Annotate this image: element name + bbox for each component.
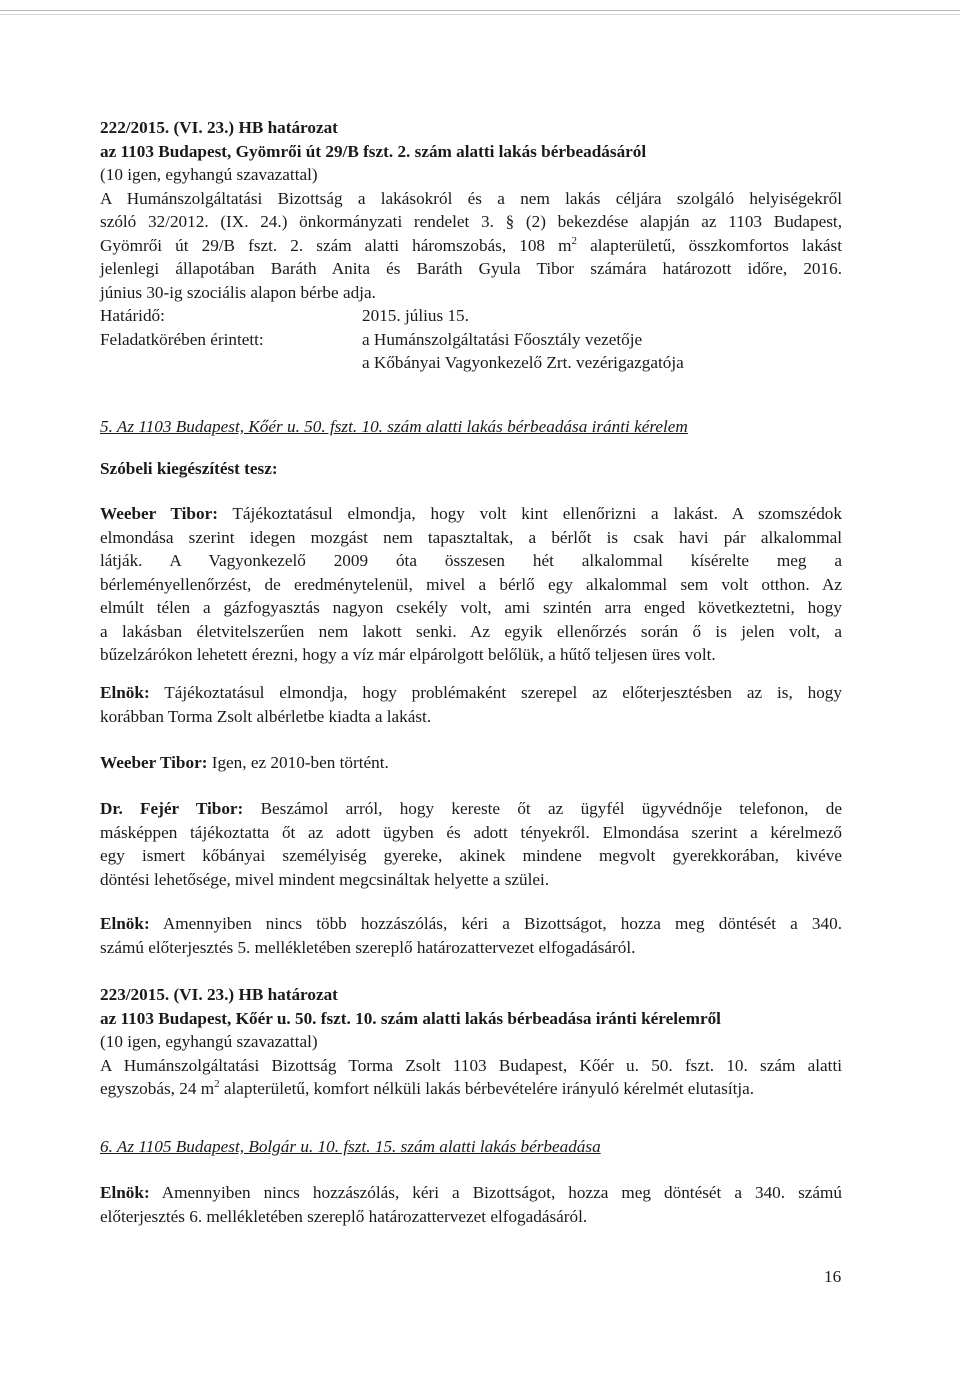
responsible-value-1: a Humánszolgáltatási Főosztály vezetője — [362, 329, 643, 349]
speaker-name: Elnök: — [100, 683, 150, 702]
body-text: alapterületű, komfort nélküli lakás bérbevételére irányuló kérelmét elutasítja. — [219, 1079, 755, 1098]
statement-line: elmúlt télen a gázfogyasztás nagyon csekély volt, ami szintén arra enged következtetni, hogy — [100, 598, 842, 617]
resolution-222-subject: az 1103 Budapest, Gyömrői út 29/B fszt. 2. szám alatti lakás bérbeadásáról — [100, 141, 647, 161]
statement-line — [100, 751, 842, 775]
responsible-row-2 — [100, 351, 842, 375]
page-number: 16 — [824, 1267, 842, 1286]
statement-chair-1 — [100, 681, 842, 728]
body-text: alapterületű, összkomfortos lakást — [576, 235, 843, 255]
agenda-item-5-title: 5. Az 1103 Budapest, Kőér u. 50. fszt. 10. szám alatti lakás bérbeadása iránti kérelem — [100, 417, 688, 436]
speaker-name: Weeber Tibor: — [100, 504, 218, 523]
resolution-222-body-line — [100, 234, 842, 258]
deadline-value: 2015. július 15. — [362, 306, 469, 325]
statement-line: másképpen tájékoztatta őt az adott ügyben és adott tényekről. Elmondása szerint a kérelmező — [100, 822, 842, 842]
speaker-name: Weeber Tibor: — [100, 753, 208, 772]
resolution-222 — [100, 116, 842, 375]
statement-line: látják. A Vagyonkezelő 2009 óta összesen hét alkalommal kísérelte meg a — [100, 551, 842, 570]
resolution-222-title: 222/2015. (VI. 23.) HB határozat — [100, 118, 338, 137]
statement-line: a lakásban életvitelszerűen nem lakott senki. Az egyik ellenőrzés során ő is jelen volt, a — [100, 621, 842, 641]
statement-weeber-1 — [100, 502, 842, 667]
statement-fejer — [100, 797, 842, 891]
deadline-label: Határidő: — [100, 306, 165, 325]
responsible-value-2: a Kőbányai Vagyonkezelő Zrt. vezérigazgatója — [362, 353, 684, 372]
statement-line: számú előterjesztés 5. mellékletében szereplő határozattervezet elfogadásáról. — [100, 937, 636, 957]
resolution-222-body-line: A Humánszolgáltatási Bizottság a lakásokról és a nem lakás céljára szolgáló helyiségekről — [100, 188, 842, 208]
statement-chair-3 — [100, 1181, 842, 1228]
statement-weeber-2 — [100, 751, 842, 775]
body-text: egyszobás, 24 m — [100, 1079, 215, 1098]
agenda-item-6-heading — [100, 1135, 842, 1159]
statement-line: elmondása szerint idegen mozgást nem tapasztaltak, a bérlőt is csak havi pár alkalommal — [100, 527, 842, 547]
speaker-name: Dr. Fejér Tibor: — [100, 799, 244, 818]
statement-line — [100, 1181, 842, 1205]
statement-line: korábban Torma Zsolt albérletbe kiadta a lakást. — [100, 706, 432, 726]
resolution-222-body-line: június 30-ig szociális alapon bérbe adja. — [100, 282, 376, 302]
statement-line: előterjesztés 6. mellékletében szereplő határozattervezet elfogadásáról. — [100, 1206, 588, 1226]
resolution-223-title: 223/2015. (VI. 23.) HB határozat — [100, 985, 338, 1004]
body-text: Gyömrői út 29/B fszt. 2. szám alatti háromszobás, 108 m — [100, 235, 572, 255]
resolution-222-body-line: jelenlegi állapotában Baráth Anita és Baráth Gyula Tibor számára határozott időre, 2016. — [100, 259, 842, 278]
statement-text: Amennyiben nincs hozzászólás, kéri a Bizottságot, hozza meg döntését a 340. számú — [149, 1183, 842, 1202]
agenda-item-5-heading — [100, 415, 842, 439]
resolution-223-body-line: A Humánszolgáltatási Bizottság Torma Zsolt 1103 Budapest, Kőér u. 50. fszt. 10. szám alatti — [100, 1055, 842, 1075]
resolution-223-vote: (10 igen, egyhangú szavazattal) — [100, 1032, 318, 1051]
statement-line: bűzelzárókon lehetett érezni, hogy a víz már elpárolgott belőlük, a hűtő teljesen üres volt. — [100, 645, 716, 664]
statement-text: Tájékoztatásul elmondja, hogy problémaként szerepel az előterjesztésben az is, hogy — [149, 683, 842, 702]
statement-text: Igen, ez 2010-ben történt. — [207, 753, 389, 772]
statement-text: Tájékoztatásul elmondja, hogy volt kint ellenőrizni a lakást. A szomszédok — [217, 504, 842, 523]
statement-line: döntési lehetősége, mivel mindent megcsináltak helyette a szülei. — [100, 869, 550, 889]
statement-line — [100, 502, 842, 526]
statement-line: egy ismert kőbányai személyiség gyereke, akinek mindene megvolt gyerekkorában, kivéve — [100, 846, 842, 865]
resolution-223-subject: az 1103 Budapest, Kőér u. 50. fszt. 10. szám alatti lakás bérbeadása iránti kérelemről — [100, 1008, 721, 1028]
responsible-row — [100, 328, 842, 352]
deadline-row — [100, 304, 842, 328]
oral-supplement — [100, 457, 842, 481]
top-rule — [0, 10, 960, 11]
statement-line — [100, 912, 842, 936]
statement-line — [100, 797, 842, 821]
responsible-label: Feladatkörében érintett: — [100, 329, 264, 349]
agenda-item-6-title: 6. Az 1105 Budapest, Bolgár u. 10. fszt. 15. szám alatti lakás bérbeadása — [100, 1137, 601, 1156]
superscript: 2 — [571, 234, 577, 247]
resolution-223 — [100, 983, 842, 1101]
statement-line — [100, 681, 842, 705]
statement-text: Amennyiben nincs több hozzászólás, kéri a Bizottságot, hozza meg döntését a 340. — [149, 914, 842, 933]
resolution-222-vote: (10 igen, egyhangú szavazattal) — [100, 165, 318, 184]
statement-chair-2 — [100, 912, 842, 959]
speaker-name: Elnök: — [100, 914, 150, 933]
resolution-222-body-line: szóló 32/2012. (IX. 24.) önkormányzati rendelet 3. § (2) bekezdése alapján az 1103 Budapest, — [100, 212, 842, 231]
statement-text: Beszámol arról, hogy kereste őt az ügyfél ügyvédnője telefonon, de — [243, 799, 842, 818]
resolution-223-body-line — [100, 1077, 842, 1101]
speaker-name: Elnök: — [100, 1183, 150, 1202]
statement-line: bérleményellenőrzést, de eredménytelenül, mivel a bérlő egy alkalommal sem volt otthon. Az — [100, 574, 842, 594]
oral-supplement-heading: Szóbeli kiegészítést tesz: — [100, 459, 278, 478]
superscript: 2 — [214, 1078, 220, 1090]
top-rule-secondary — [0, 14, 960, 15]
